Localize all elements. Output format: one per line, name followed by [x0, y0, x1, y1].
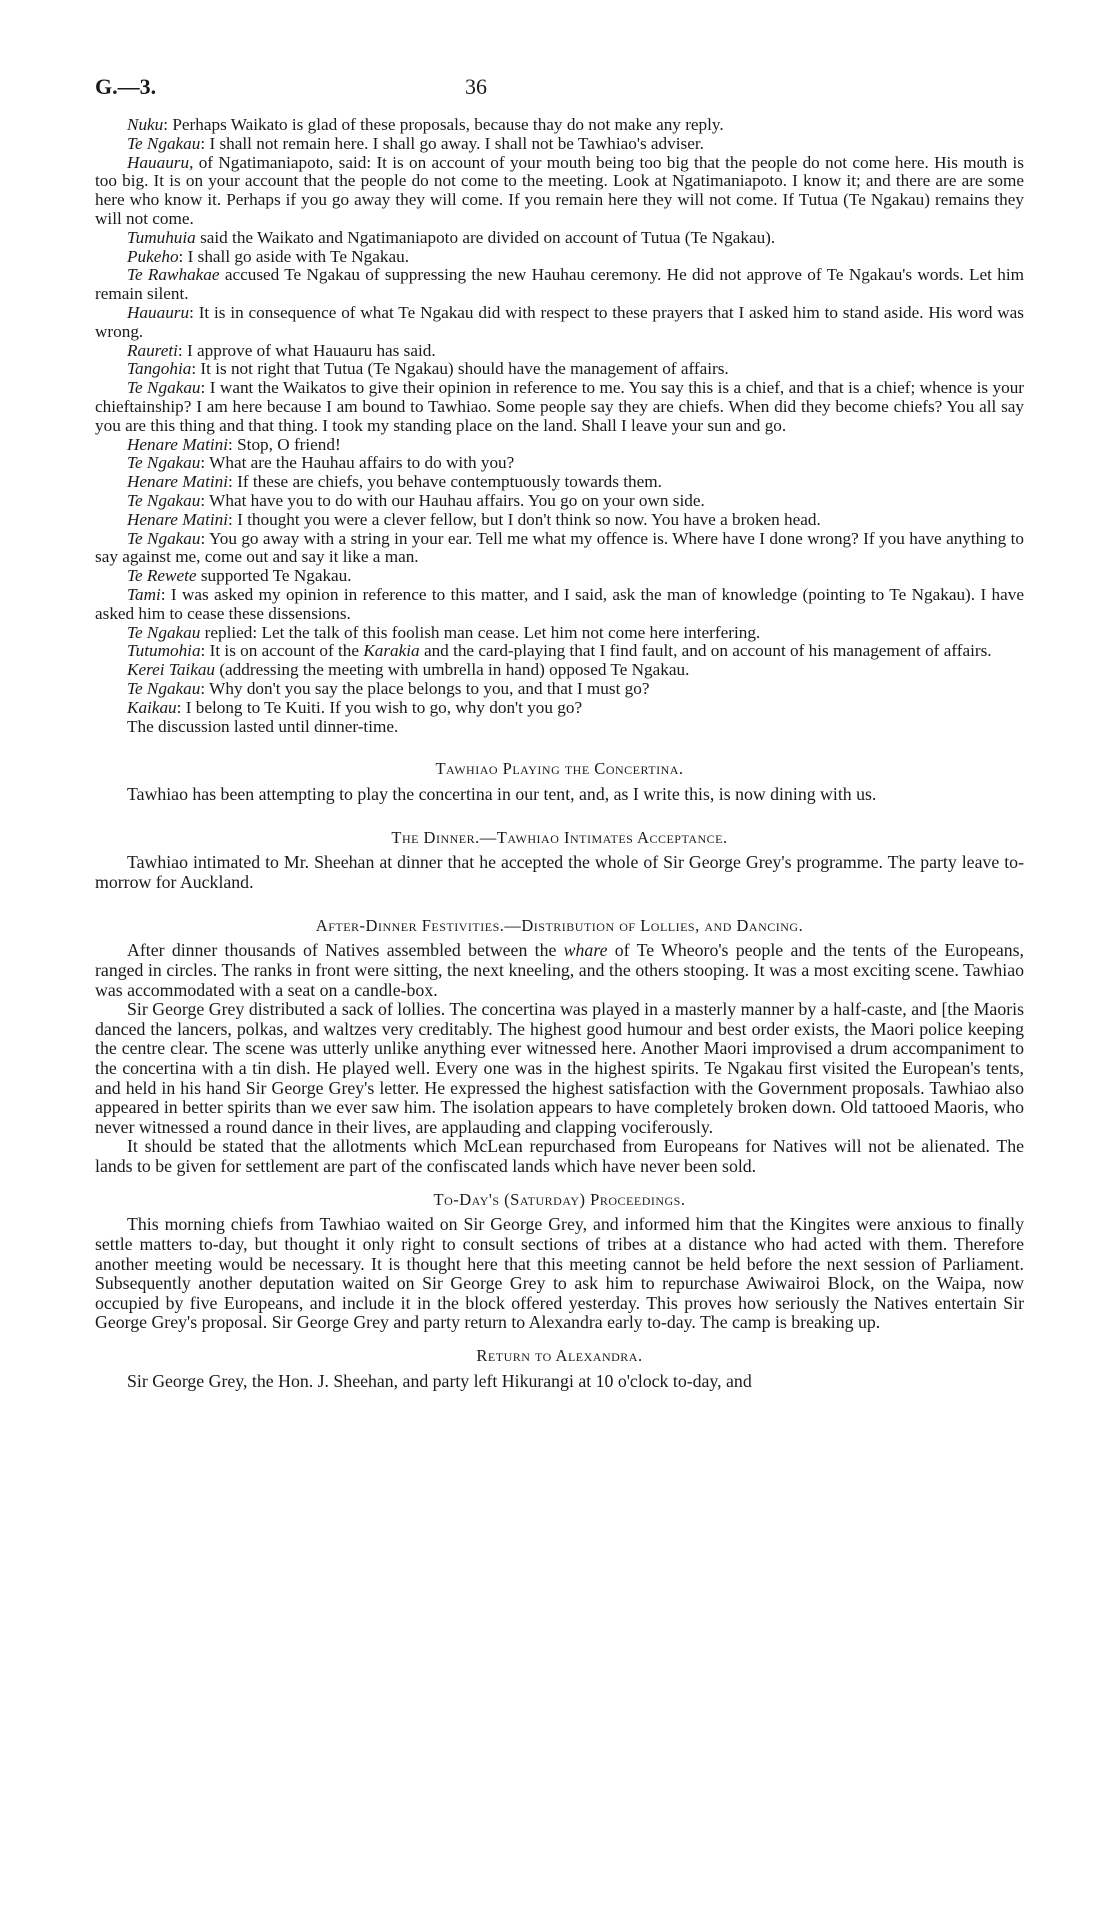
speaker-name: Henare Matini — [127, 434, 229, 454]
section-heading: The Dinner.—Tawhiao Intimates Acceptance. — [391, 827, 728, 847]
dialogue-line: Henare Matini: Stop, O friend! — [127, 434, 341, 454]
speaker-name: Te Ngakau — [127, 528, 201, 548]
dialogue-line: Pukeho: I shall go aside with Te Ngakau. — [127, 246, 410, 266]
section-festivities — [95, 917, 1024, 1177]
dialogue-line: The discussion lasted until dinner-time. — [127, 716, 399, 736]
page-number: 36 — [465, 74, 487, 99]
section-return — [95, 1347, 1024, 1391]
speaker-name: Tangohia — [127, 359, 192, 379]
speaker-name: Raureti — [127, 340, 178, 360]
italic-term: whare — [563, 940, 608, 961]
dialogue-line: Te Rewete supported Te Ngakau. — [127, 566, 352, 586]
page-content — [95, 116, 1024, 1391]
dialogue-line: Hauauru: It is in consequence of what Te Ngakau did with respect to these prayers that I asked him to stand aside. His word was wrong. — [95, 302, 1024, 341]
speaker-name: Hauauru — [127, 152, 190, 172]
page-header — [95, 74, 1024, 110]
speaker-name: Te Ngakau — [127, 133, 201, 153]
section-paragraph: Tawhiao intimated to Mr. Sheehan at dinner that he accepted the whole of Sir George Grey's programme. The party leave to-morrow for Auckland. — [95, 852, 1024, 893]
speaker-name: Te Ngakau — [127, 378, 201, 398]
section-paragraph: After dinner thousands of Natives assembled between the whare of Te Wheoro's people and the tents of the Europeans, ranged in circles. The ranks in front were sitting, the next kneeling, and the others stooping. It was a most exciting scene. Tawhiao was accommodated with a seat on a candle-box. — [95, 940, 1024, 1000]
speaker-name: Kerei Taikau — [127, 660, 216, 680]
dialogue-line: Te Ngakau: What have you to do with our Hauhau affairs. You go on your own side. — [127, 490, 705, 510]
section-paragraph: Sir George Grey, the Hon. J. Sheehan, and party left Hikurangi at 10 o'clock to-day, and — [127, 1370, 752, 1391]
italic-term: Karakia — [363, 641, 420, 661]
speaker-name: Te Ngakau — [127, 622, 201, 642]
dialogue-line: Te Ngakau: You go away with a string in your ear. Tell me what my offence is. Where have I done wrong? If you have anything to say against me, come out and say it like a man. — [95, 528, 1024, 567]
page-reference: G.—3. — [95, 74, 157, 99]
section-paragraph: Sir George Grey distributed a sack of lollies. The concertina was played in a masterly manner by a half-caste, and [the Maoris danced the lancers, polkas, and waltzes very creditably. The highest good humour and best order exists, the Maori police keeping the centre clear. The scene was utterly unlike anything ever witnessed here. Another Maori improvised a drum accompaniment to the concertina with a tin dish. He played well. Every one was in the highest spirits. Te Ngakau first visited the European's tents, and held in his hand Sir George Grey's letter. He expressed the highest satisfaction with the Government proposals. Tawhiao also appeared in better spirits than we ever saw him. The isolation appears to have completely broken down. Old tattooed Maoris, who never witnessed a round dance in their lives, are applauding and clapping vociferously. — [95, 999, 1024, 1137]
dialogue-line: Te Ngakau: What are the Hauhau affairs to do with you? — [127, 453, 515, 473]
dialogue-line: Raureti: I approve of what Hauauru has said. — [127, 340, 436, 360]
section-heading: After-Dinner Festivities.—Distribution of Lollies, and Dancing. — [315, 915, 804, 935]
speaker-name: Hauauru — [127, 302, 190, 322]
dialogue-line: Hauauru, of Ngatimaniapoto, said: It is on account of your mouth being too big that the people do not come here. His mouth is too big. It is on your account that the people do not come to the meeting. Look at Ngatimaniapoto. I know it; and there are are some here who know it. Perhaps if you go away they will come. If you remain here they will not come. If Tutua (Te Ngakau) remains they will not come. — [95, 152, 1024, 228]
speaker-name: Tutumohia — [127, 641, 201, 661]
section-heading: To-Day's (Saturday) Proceedings. — [433, 1189, 686, 1209]
dialogue-line: Te Rawhakae accused Te Ngakau of suppressing the new Hauhau ceremony. He did not approve of Te Ngakau's words. Let him remain silent. — [95, 265, 1024, 304]
speaker-name: Te Ngakau — [127, 678, 201, 698]
section-heading: Return to Alexandra. — [476, 1345, 643, 1365]
dialogue-line: Te Ngakau: I want the Waikatos to give their opinion in reference to me. You say this is a chief, and that is a chief; whence is your chieftainship? I am here because I am bound to Tawhiao. Some people say they are chiefs. When did they become chiefs? You all say you are this thing and that thing. I took my standing place on the land. Shall I leave your sun and go. — [95, 378, 1025, 435]
speaker-name: Te Ngakau — [127, 453, 201, 473]
speaker-name: Henare Matini — [127, 472, 229, 492]
dialogue-line: Te Ngakau: I shall not remain here. I shall go away. I shall not be Tawhiao's adviser. — [127, 133, 704, 153]
dialogue-line: Henare Matini: If these are chiefs, you behave contemptuously towards them. — [127, 472, 662, 492]
speaker-name: Tami — [127, 584, 161, 604]
speaker-name: Henare Matini — [127, 509, 229, 529]
section-heading: Tawhiao Playing the Concertina. — [435, 759, 684, 779]
speaker-name: Tumuhuia — [127, 227, 196, 247]
dialogue-line: Tangohia: It is not right that Tutua (Te Ngakau) should have the management of affairs. — [127, 359, 729, 379]
dialogue-block — [95, 116, 1024, 736]
dialogue-line: Nuku: Perhaps Waikato is glad of these proposals, because thay do not make any reply. — [127, 115, 724, 134]
speaker-name: Kaikau — [127, 697, 177, 717]
speaker-name: Te Rawhakae — [127, 265, 220, 285]
speaker-name: Pukeho — [127, 246, 179, 266]
section-concertina — [95, 760, 1024, 804]
speaker-name: Te Ngakau — [127, 490, 201, 510]
section-saturday — [95, 1191, 1024, 1333]
section-paragraph: This morning chiefs from Tawhiao waited on Sir George Grey, and informed him that the Kingites were anxious to finally settle matters to-day, but thought it only right to consult sections of tribes at a distance who had acted with them. Therefore another meeting would be necessary. It is thought here that this meeting cannot be held before the next session of Parliament. Subsequently another deputation waited on Sir George Grey to ask him to repurchase Awiwairoi Block, on the Waipa, now occupied by five Europeans, and include it in the block offered yesterday. This proves how seriously the Natives entertain Sir George Grey's proposal. Sir George Grey and party return to Alexandra early to-day. The camp is breaking up. — [95, 1214, 1024, 1333]
speaker-name: Nuku — [127, 115, 164, 134]
section-paragraph: Tawhiao has been attempting to play the concertina in our tent, and, as I write this, is now dining with us. — [127, 784, 877, 805]
section-dinner — [95, 829, 1024, 893]
dialogue-line: Te Ngakau replied: Let the talk of this foolish man cease. Let him not come here interfering. — [127, 622, 761, 642]
dialogue-line: Henare Matini: I thought you were a clever fellow, but I don't think so now. You have a broken head. — [127, 509, 821, 529]
speaker-name: Te Rewete — [127, 566, 197, 586]
dialogue-line: Kaikau: I belong to Te Kuiti. If you wish to go, why don't you go? — [127, 697, 583, 717]
dialogue-line: Tami: I was asked my opinion in reference to this matter, and I said, ask the man of knowledge (pointing to Te Ngakau). I have asked him to cease these dissensions. — [95, 584, 1024, 623]
dialogue-line: Tutumohia: It is on account of the Karakia and the card-playing that I find fault, and on account of his management of affairs. — [127, 641, 992, 661]
section-paragraph: It should be stated that the allotments which McLean repurchased from Europeans for Natives will not be alienated. The lands to be given for settlement are part of the confiscated lands which have never been sold. — [95, 1136, 1024, 1176]
dialogue-line: Kerei Taikau (addressing the meeting with umbrella in hand) opposed Te Ngakau. — [127, 660, 690, 680]
dialogue-line: Te Ngakau: Why don't you say the place belongs to you, and that I must go? — [127, 678, 650, 698]
dialogue-line: Tumuhuia said the Waikato and Ngatimaniapoto are divided on account of Tutua (Te Ngakau). — [127, 227, 776, 247]
